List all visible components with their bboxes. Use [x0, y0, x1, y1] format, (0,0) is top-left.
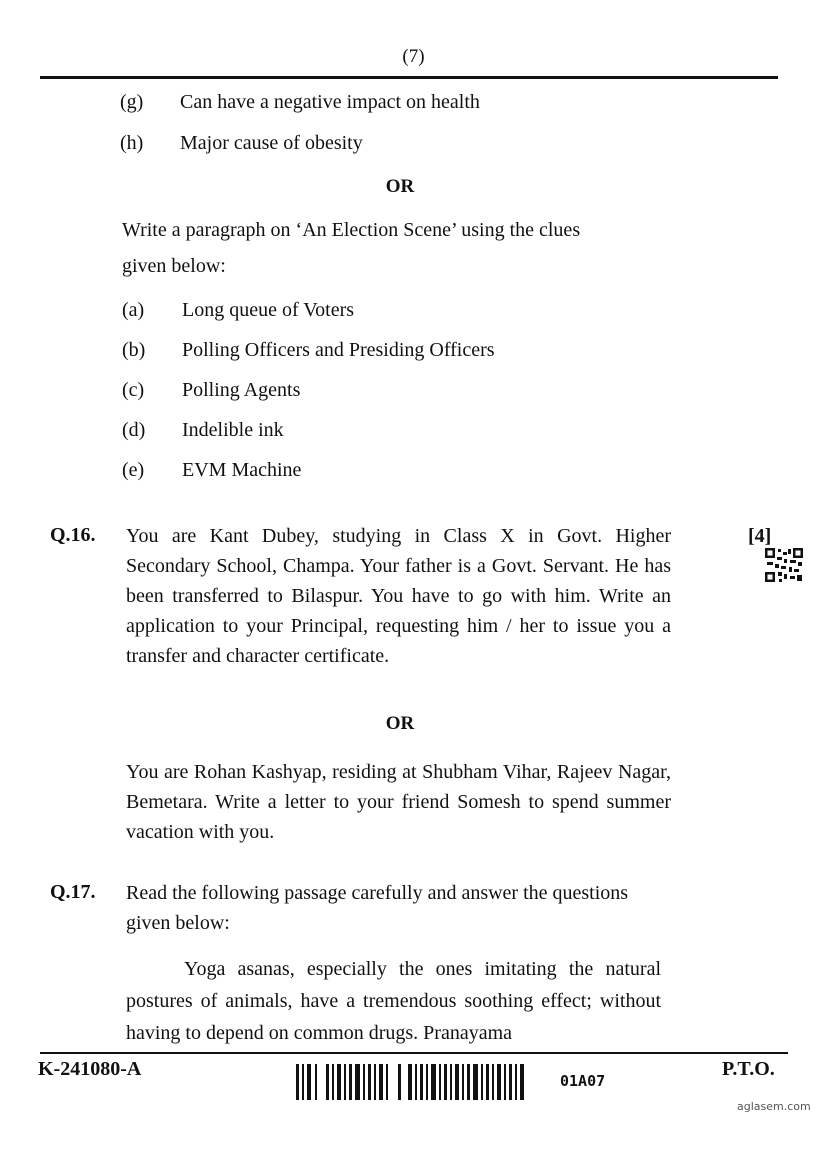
item-text: Long queue of Voters: [182, 299, 355, 321]
barcode-icon: [296, 1064, 528, 1100]
list-item: [122, 298, 722, 324]
item-text: Major cause of obesity: [180, 132, 363, 154]
election-instruction: [122, 212, 682, 284]
item-label: (a): [122, 299, 145, 321]
item-text: Indelible ink: [182, 419, 284, 441]
item-text: Polling Officers and Presiding Officers: [182, 339, 495, 361]
question-text: You are Rohan Kashyap, residing at Shubham Vihar, Rajeev Nagar, Bemetara. Write a letter to your friend Somesh to spend summer vacation with you.: [126, 761, 671, 843]
question-text: You are Kant Dubey, studying in Class X in Govt. Higher Secondary School, Champa. Your father is a Govt. Servant. He has been transferred to Bilaspur. You have to go with him. Write an application to your Principal, requesting him / her to issue you a transfer and character certificate.: [126, 525, 671, 667]
list-item: [122, 418, 722, 444]
item-label: (e): [122, 459, 145, 481]
instruction-line: Write a paragraph on ‘An Election Scene’ using the clues: [122, 219, 581, 241]
question-16-alternative: [126, 757, 671, 847]
watermark: aglasem.com: [737, 1100, 811, 1113]
item-label: (c): [122, 379, 145, 401]
or-divider: OR: [385, 176, 415, 197]
list-item: [122, 338, 722, 364]
page-number: (7): [402, 46, 425, 67]
question-text: Read the following passage carefully and answer the questions given below:: [126, 882, 629, 934]
footer-rule: [40, 1052, 788, 1054]
or-divider: OR: [385, 713, 415, 734]
question-number: Q.16.: [50, 524, 96, 546]
item-text: Can have a negative impact on health: [180, 91, 480, 113]
question-16-body: [126, 521, 671, 671]
item-text: EVM Machine: [182, 459, 302, 481]
item-text: Polling Agents: [182, 379, 301, 401]
passage: [126, 953, 661, 1049]
list-item: [120, 90, 720, 116]
item-label: (g): [120, 91, 144, 113]
item-label: (d): [122, 419, 146, 441]
instruction-line: given below:: [122, 255, 226, 277]
question-number: Q.17.: [50, 881, 96, 903]
list-item: [122, 458, 722, 484]
item-label: (b): [122, 339, 146, 361]
item-label: (h): [120, 132, 144, 154]
qr-code-icon: [765, 548, 803, 582]
list-item: [122, 378, 722, 404]
list-item: [120, 131, 720, 157]
question-17-intro: [126, 878, 646, 938]
passage-text: Yoga asanas, especially the ones imitating the natural postures of animals, have a tremendous soothing effect; without having to depend on common drugs. Pranayama: [126, 958, 661, 1044]
paper-code: K-241080-A: [38, 1058, 142, 1080]
barcode-text: 01A07: [560, 1072, 606, 1090]
pto-label: P.T.O.: [722, 1058, 775, 1080]
marks-badge: [4]: [748, 525, 772, 547]
header-rule: [40, 76, 778, 79]
